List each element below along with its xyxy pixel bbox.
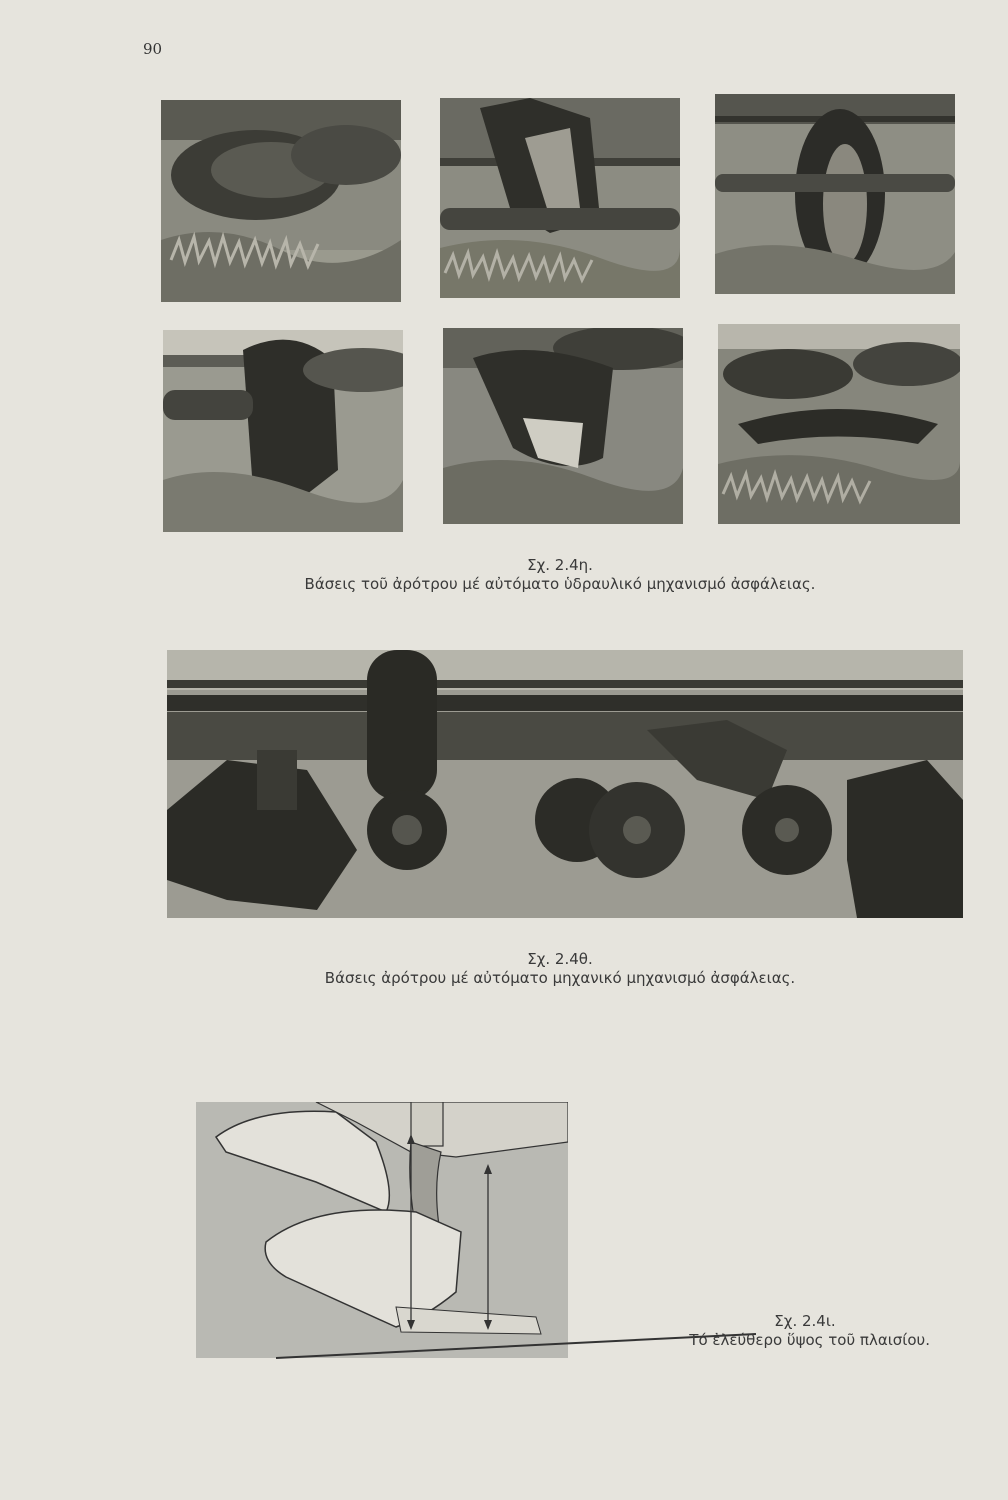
figure-number: Σχ. 2.4θ. bbox=[527, 950, 593, 968]
clearance-drawing bbox=[196, 1102, 568, 1358]
plough-photo-1 bbox=[161, 100, 401, 302]
figure-caption-text: Βάσεις ἀρότρου μέ αὐτόματο μηχανικό μηχανισμό ἀσφάλειας. bbox=[324, 968, 796, 987]
figure-caption-text: Βάσεις τοῦ ἀρότρου μέ αὐτόματο ὑδραυλικό μηχανισμό ἀσφάλειας. bbox=[304, 574, 816, 593]
photo-panel-3 bbox=[715, 94, 955, 294]
frame-clearance-diagram bbox=[196, 1102, 568, 1358]
photo-panel-1 bbox=[161, 100, 401, 302]
photo-panel-6 bbox=[718, 324, 960, 524]
photo-wide-plough bbox=[167, 650, 963, 918]
plough-photo-4 bbox=[163, 330, 403, 532]
frame-tube bbox=[411, 1102, 443, 1146]
figure-caption-2-4-iota bbox=[620, 1312, 930, 1350]
plough-frame-photo bbox=[167, 650, 963, 918]
figure-caption-2-4-theta bbox=[180, 950, 940, 988]
figure-caption-text: Τό ἐλεύθερο ὕψος τοῦ πλαισίου. bbox=[689, 1330, 930, 1349]
plough-photo-2 bbox=[440, 98, 680, 298]
page-number: 90 bbox=[143, 40, 163, 58]
photo-panel-2 bbox=[440, 98, 680, 298]
photo-panel-5 bbox=[443, 328, 683, 524]
figure-caption-2-4-eta bbox=[180, 556, 940, 594]
plough-photo-6 bbox=[718, 324, 960, 524]
figure-number: Σχ. 2.4η. bbox=[527, 556, 593, 574]
plough-photo-5 bbox=[443, 328, 683, 524]
figure-number: Σχ. 2.4ι. bbox=[774, 1312, 836, 1330]
photo-panel-4 bbox=[163, 330, 403, 532]
plough-photo-3 bbox=[715, 94, 955, 294]
